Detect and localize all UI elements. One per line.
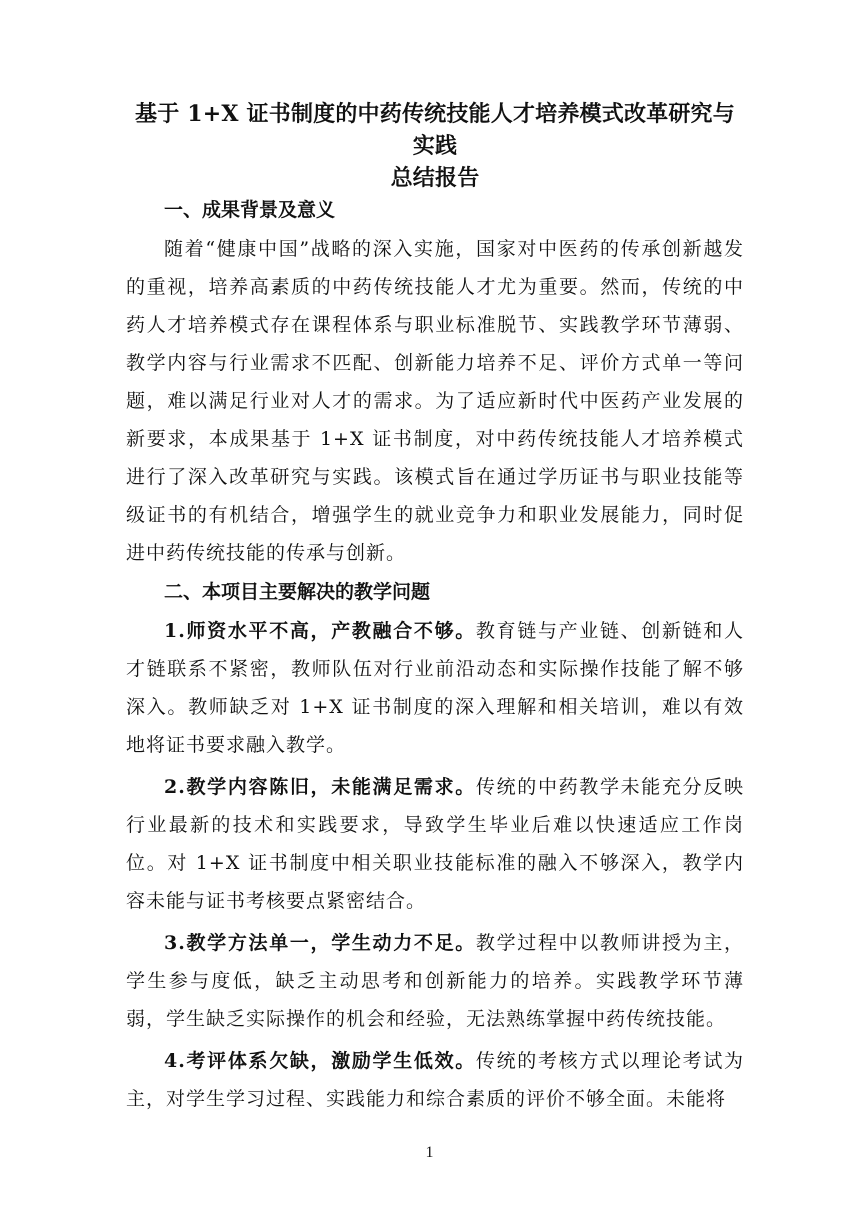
problem-4-lead: 4.考评体系欠缺，激励学生低效。 (164, 1050, 476, 1072)
problem-3-text: 教学过程中以教师讲授为主，学生参与度低，缺乏主动思考和创新能力的培养。实践教学环节薄弱，学生缺乏实际操作的机会和经验，无法熟练掌握中药传统技能。 (126, 932, 744, 1030)
paragraph-problem-4 (126, 1042, 744, 1118)
section-heading-problems: 二、本项目主要解决的教学问题 (164, 581, 431, 603)
paragraph-background: 随着“健康中国”战略的深入实施，国家对中医药的传承创新越发的重视，培养高素质的中药传统技能人才尤为重要。然而，传统的中药人才培养模式存在课程体系与职业标准脱节、实践教学环节薄弱、教学内容与行业需求不匹配、创新能力培养不足、评价方式单一等问题，难以满足行业对人才的需求。为了适应新时代中医药产业发展的新要求，本成果基于 1+X 证书制度，对中药传统技能人才培养模式进行了深入改革研究与实践。该模式旨在通过学历证书与职业技能等级证书的有机结合，增强学生的就业竞争力和职业发展能力，同时促进中药传统技能的传承与创新。 (126, 238, 744, 564)
paragraph-problem-2 (126, 768, 744, 920)
document-body (126, 98, 744, 1118)
problem-2-lead: 2.教学内容陈旧，未能满足需求。 (164, 776, 476, 798)
document-title-line-1: 基于 1+X 证书制度的中药传统技能人才培养模式改革研究与实践 (135, 101, 735, 159)
document-title (126, 98, 744, 194)
problem-1-lead: 1.师资水平不高，产教融合不够。 (164, 620, 476, 642)
problem-2-text: 传统的中药教学未能充分反映行业最新的技术和实践要求，导致学生毕业后难以快速适应工作岗位。对 1+X 证书制度中相关职业技能标准的融入不够深入，教学内容未能与证书考核要点紧密结合。 (126, 776, 744, 912)
page-number: 1 (425, 1144, 434, 1161)
paragraph-problem-3 (126, 924, 744, 1038)
section-heading-background: 一、成果背景及意义 (164, 199, 336, 221)
document-title-line-2: 总结报告 (390, 165, 480, 191)
paragraph-problem-1 (126, 612, 744, 764)
problem-1-text: 教育链与产业链、创新链和人才链联系不紧密，教师队伍对行业前沿动态和实际操作技能了解不够深入。教师缺乏对 1+X 证书制度的深入理解和相关培训，难以有效地将证书要求融入教学。 (126, 620, 744, 756)
problem-4-text: 传统的考核方式以理论考试为主，对学生学习过程、实践能力和综合素质的评价不够全面。未能将 (126, 1050, 744, 1110)
problem-3-lead: 3.教学方法单一，学生动力不足。 (164, 932, 476, 954)
